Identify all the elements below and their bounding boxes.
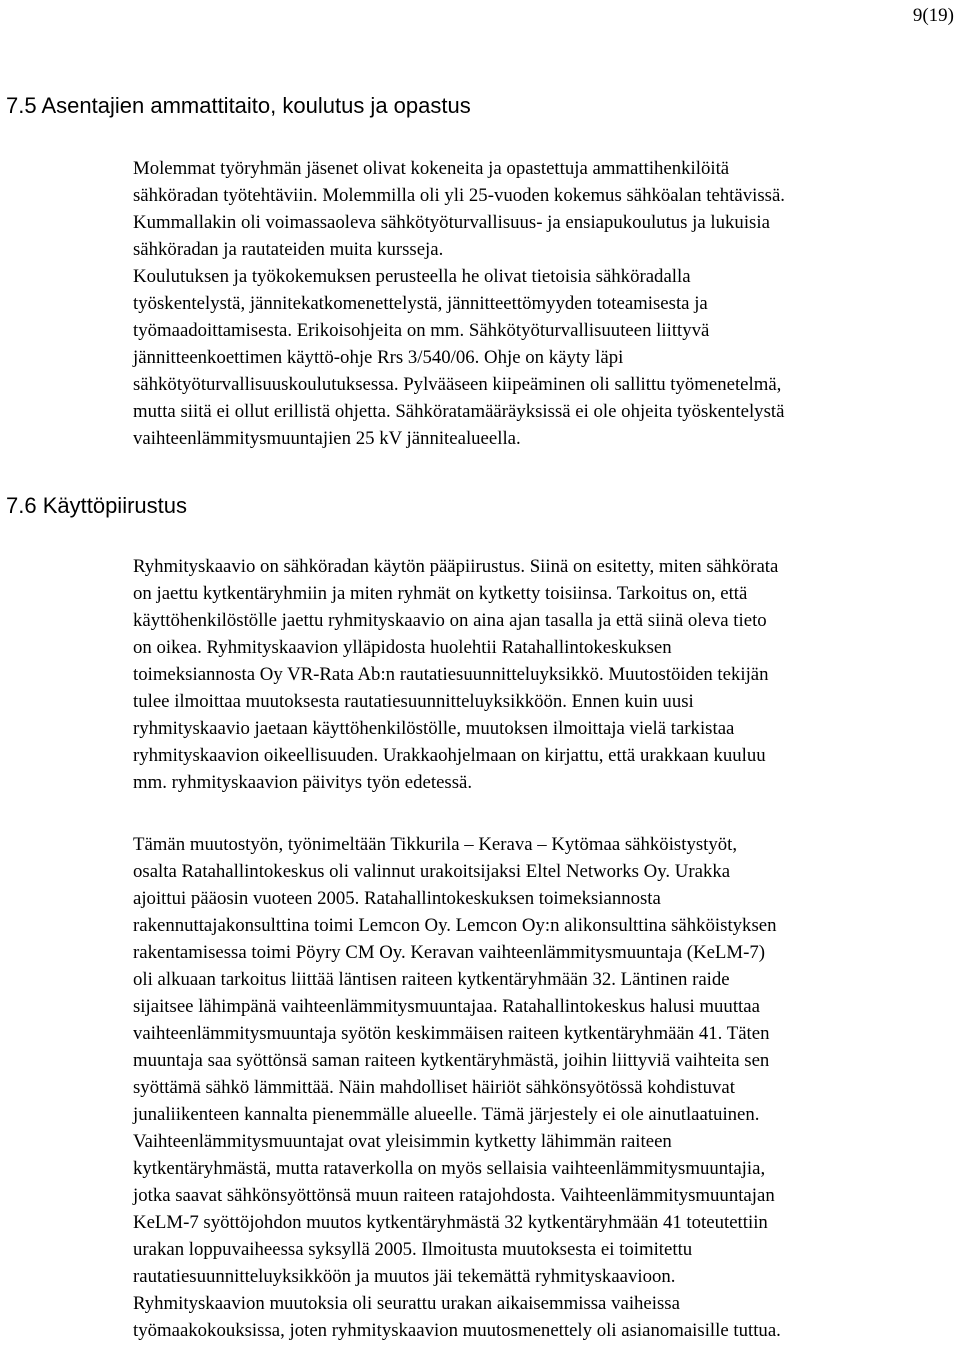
text-line: ryhmityskaavion oikeellisuuden. Urakkaohjelmaan on kirjattu, että urakkaan kuuluu — [133, 745, 766, 766]
section-body-7-6-paragraph-2 — [133, 831, 955, 1344]
text-line: sähköradan työtehtäviin. Molemmilla oli yli 25-vuoden kokemus sähköalan tehtävissä. — [133, 185, 785, 206]
text-line: Vaihteenlämmitysmuuntajat ovat yleisimmin kytketty lähimmän raiteen — [133, 1131, 672, 1152]
text-line: sähkötyöturvallisuuskoulutuksessa. Pylvääseen kiipeäminen oli sallittu työmenetelmä, — [133, 374, 782, 395]
text-line: jotka saavat sähkönsyöttönsä muun raiteen ratajohdosta. Vaihteenlämmitysmuuntajan — [133, 1185, 775, 1206]
text-line: Molemmat työryhmän jäsenet olivat kokeneita ja opastettuja ammattihenkilöitä — [133, 158, 730, 179]
text-line: mutta siitä ei ollut erillistä ohjetta. Sähköratamääräyksissä ei ole ohjeita työskentelystä — [133, 401, 785, 422]
paragraph — [133, 831, 955, 1344]
section-heading-7-6: 7.6 Käyttöpiirustus — [6, 493, 187, 518]
text-line: vaihteenlämmitysmuuntaja syötön keskimmäisen raiteen kytkentäryhmään 41. Täten — [133, 1023, 770, 1044]
text-line: mm. ryhmityskaavion päivitys työn edetessä. — [133, 772, 473, 793]
text-line: ajoittui pääosin vuoteen 2005. Ratahallintokeskuksen toimeksiannosta — [133, 888, 661, 909]
text-line: ryhmityskaavio jaetaan käyttöhenkilöstölle, muutoksen ilmoittaja vielä tarkistaa — [133, 718, 735, 739]
text-line: tulee ilmoittaa muutoksesta rautatiesuunnitteluyksikköön. Ennen kuin uusi — [133, 691, 694, 712]
text-line: junaliikenteen kannalta pienemmälle alueelle. Tämä järjestely ei ole ainutlaatuinen. — [133, 1104, 760, 1125]
section-body-7-6-paragraph-1 — [133, 553, 955, 796]
text-line: käyttöhenkilöstölle jaettu ryhmityskaavio on aina ajan tasalla ja että siinä oleva tieto — [133, 610, 767, 631]
text-line: rakentamisessa toimi Pöyry CM Oy. Keravan vaihteenlämmitysmuuntaja (KeLM-7) — [133, 942, 765, 963]
page-number: 9(19) — [912, 5, 954, 26]
section-heading-7-5: 7.5 Asentajien ammattitaito, koulutus ja opastus — [6, 93, 471, 118]
text-line: Kummallakin oli voimassaoleva sähkötyöturvallisuus- ja ensiapukoulutus ja lukuisia — [133, 212, 770, 233]
text-line: sijaitsee lähimpänä vaihteenlämmitysmuuntajaa. Ratahallintokeskus halusi muuttaa — [133, 996, 760, 1017]
text-line: sähköradan ja rautateiden muita kursseja. — [133, 239, 444, 260]
text-line: työskentelystä, jännitekatkomenettelystä, jännitteettömyyden toteamisesta ja — [133, 293, 708, 314]
text-line: jännitteenkoettimen käyttö-ohje Rrs 3/540/06. Ohje on käyty läpi — [133, 347, 624, 368]
text-line: syöttämä sähkö lämmittää. Näin mahdolliset häiriöt sähkönsyötössä kohdistuvat — [133, 1077, 735, 1098]
text-line: urakan loppuvaiheessa syksyllä 2005. Ilmoitusta muutoksesta ei toimitettu — [133, 1239, 693, 1260]
text-line: työmaakokouksissa, joten ryhmityskaavion muutosmenettely oli asianomaisille tuttua. — [133, 1320, 781, 1341]
text-line: muuntaja saa syöttönsä saman raiteen kytkentäryhmästä, joihin liittyviä vaihteita sen — [133, 1050, 770, 1071]
text-line: on oikea. Ryhmityskaavion ylläpidosta huolehtii Ratahallintokeskuksen — [133, 637, 672, 658]
text-line: osalta Ratahallintokeskus oli valinnut urakoitsijaksi Eltel Networks Oy. Urakka — [133, 861, 731, 882]
text-line: toimeksiannosta Oy VR-Rata Ab:n rautatiesuunnitteluyksikkö. Muutostöiden tekijän — [133, 664, 769, 685]
text-line: työmaadoittamisesta. Erikoisohjeita on mm. Sähkötyöturvallisuuteen liittyvä — [133, 320, 710, 341]
text-line: Ryhmityskaavion muutoksia oli seurattu urakan aikaisemmissa vaiheissa — [133, 1293, 680, 1314]
text-line: oli alkuaan tarkoitus liittää läntisen raiteen kytkentäryhmään 32. Läntinen raide — [133, 969, 730, 990]
text-line: rakennuttajakonsulttina toimi Lemcon Oy. Lemcon Oy:n alikonsulttina sähköistyksen — [133, 915, 777, 936]
text-line: Tämän muutostyön, työnimeltään Tikkurila – Kerava – Kytömaa sähköistystyöt, — [133, 834, 738, 855]
text-line: KeLM-7 syöttöjohdon muutos kytkentäryhmästä 32 kytkentäryhmään 41 toteutettiin — [133, 1212, 768, 1233]
section-body-7-5 — [133, 155, 955, 452]
text-line: rautatiesuunnitteluyksikköön ja muutos jäi tekemättä ryhmityskaavioon. — [133, 1266, 676, 1287]
text-line: vaihteenlämmitysmuuntajien 25 kV jännitealueella. — [133, 428, 521, 449]
paragraph — [133, 155, 955, 452]
paragraph — [133, 553, 955, 796]
text-line: on jaettu kytkentäryhmiin ja miten ryhmät on kytketty toisiinsa. Tarkoitus on, että — [133, 583, 748, 604]
text-line: Koulutuksen ja työkokemuksen perusteella he olivat tietoisia sähköradalla — [133, 266, 691, 287]
text-line: Ryhmityskaavio on sähköradan käytön pääpiirustus. Siinä on esitetty, miten sähkörata — [133, 556, 779, 577]
text-line: kytkentäryhmästä, mutta rataverkolla on myös sellaisia vaihteenlämmitysmuuntajia, — [133, 1158, 766, 1179]
